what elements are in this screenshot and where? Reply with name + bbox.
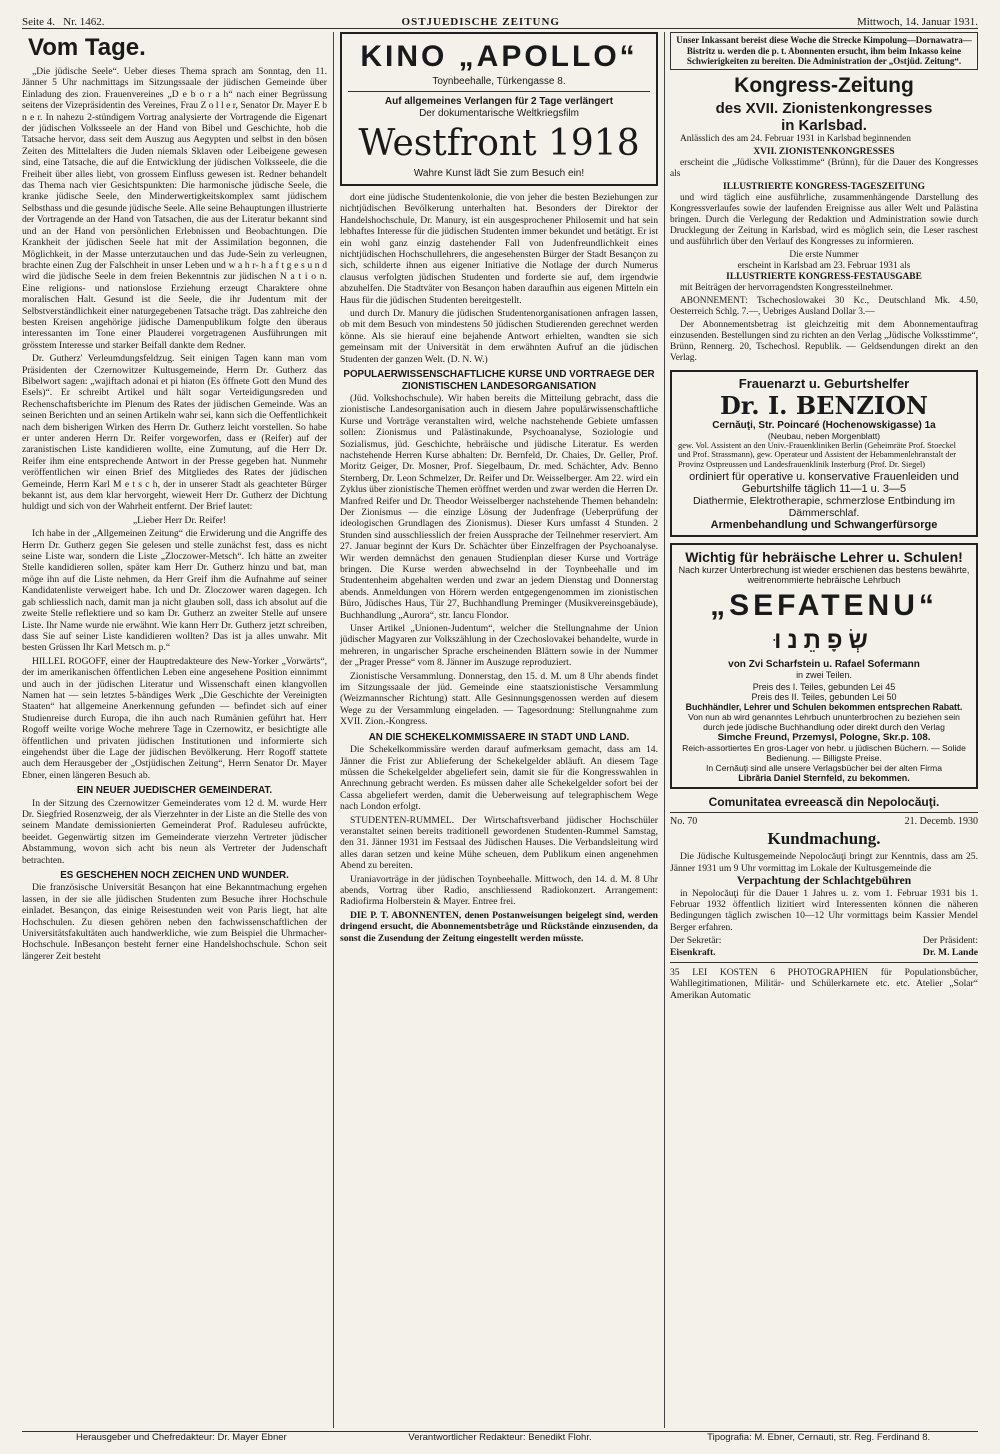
- secretary-name: Eisenkraft.: [670, 946, 716, 958]
- sefatenu-stock: Reich-assortiertes En gros-Lager von hebr. u jüdischen Büchern. — Solide Bedienung. — Billigste Preise.: [682, 743, 966, 764]
- doctor-care: Armenbehandlung und Schwangerfürsorge: [710, 519, 938, 532]
- cinema-ad: [340, 32, 658, 186]
- kongress-ad: [670, 74, 978, 134]
- sefatenu-parts: in zwei Teilen.: [796, 670, 852, 681]
- sefatenu-discount: Buchhändler, Lehrer und Schulen bekommen entsprechen Rabatt.: [685, 702, 963, 713]
- article-body: [22, 66, 327, 962]
- article-paragraph: HILLEL ROGOFF, einer der Hauptredakteure des New-Yorker „Vorwärts“, der im amerikanischen öffentlichen Leben eine angesehene Position einnimmt und auch in der jüdischen Literatur und Wissenschaft einen klangvollen Namen hat — sein letztes 5-bändiges Werk „Die Geschichte der Vereinigten Staaten“ hat allgemeine Anerkennung gefunden — befindet sich auf einer Studienreise durch Europa, die ihn auch nach Rumänien geführt hat. Herr Rogoff weilte vorige Woche mehrere Tage in Czernowitz, er besichtigte alle öffentlichen und privaten jüdischen Institutionen und informierte sich eingehendst über die Lage der jüdischen Bevölkerung. Herr Rogoff stattete auch dem Herausgeber der „Ostjüdischen Zeitung“, Herrn Senator Dr. Mayer Ebner, einen längeren Besuch ab.: [22, 655, 327, 781]
- president-name: Dr. M. Lande: [922, 946, 978, 958]
- notice-number: No. 70: [670, 816, 698, 828]
- page-footer: [22, 1431, 978, 1446]
- article-paragraph: „Lieber Herr Dr. Reifer!: [132, 514, 227, 526]
- page-number: Seite 4. Nr. 1462.: [22, 16, 105, 28]
- signatures: [670, 935, 978, 946]
- kongress-text: ABONNEMENT: Tschechoslowakei 30 Kc., Deutschland Mk. 4.50, Oesterreich Schlg. 7.—, Uebriges Ausland Dollar 3.—: [670, 295, 978, 317]
- cinema-location: Toynbeehalle, Türkengasse 8.: [432, 76, 566, 87]
- kongress-text: Der Abonnementsbetrag ist gleichzeitig mit dem Abonnementauftrag einzusenden. Bestellungen sind zu richten an den Verlag „Jüdische Volksstimme“, Brünn, Rennerg. 20, Tschechosl. Republik. — Geldsendungen direkt an den Verlag.: [670, 319, 978, 363]
- notice-text: Die Jüdische Kultusgemeinde Nepolocăuţi bringt zur Kenntnis, dass am 25. Jänner 1931 um 9 Uhr vormittag im Lokale der Kultusgemeinde die: [670, 851, 978, 874]
- sefatenu-local: In Cernăuţi sind alle unsere Verlagsbücher bei der alten Firma: [706, 763, 942, 774]
- sefatenu-hebrew: שְׂפָתֵנוּ: [774, 627, 874, 655]
- section-heading: Vom Tage.: [28, 34, 146, 61]
- cinema-tagline: Wahre Kunst lädt Sie zum Besuch ein!: [413, 168, 585, 179]
- doctor-services: Diathermie, Elektrotherapie, schmerzlose Entbindung im Dämmerschlaf.: [692, 495, 956, 520]
- column-2: [340, 32, 658, 1412]
- sefatenu-publisher: Simche Freund, Przemysl, Pologne, Skr.p. 108.: [717, 732, 931, 744]
- sefatenu-price: Preis des II. Teiles, gebunden Lei 50: [751, 692, 897, 703]
- newspaper-title: OSTJUEDISCHE ZEITUNG: [401, 16, 560, 28]
- kongress-location: in Karlsbad.: [781, 116, 867, 134]
- article-paragraph: Die französische Universität Besançon hat eine Bekanntmachung ergehen lassen, in der sie alle jüdischen Studenten zum Besuche ihrer Hochschule einladet. Besançon, das einige Reisestunden weit von Paris liegt, hat alte Hochschulen. Zu diesen gehören neben den fachwissenschaftlichen der Universitätsfakultäten auch handwerkliche, wie zum Beispiel die Uhrmacher-Hochschule. InBesançon besteht ferner eine Handelshochschule. Schon seit längerer Zeit besteht: [22, 882, 327, 962]
- photo-ad: 35 LEI KOSTEN 6 PHOTOGRAPHIEN für Populationsbücher, Wahllegitimationen, Militär- und Schülerkarnete etc. etc. Atelier „Solar“ Amerikan Automatic: [670, 966, 978, 1001]
- publisher-credit: Herausgeber und Chefredakteur: Dr. Mayer Ebner: [75, 1432, 287, 1443]
- notice-body: [670, 851, 978, 1001]
- article-paragraph: Die Schekelkommissäre werden darauf aufmerksam gemacht, dass am 14. Jänner die Frist zur Ablieferung der Schekelgelder abläuft. An diesem Tage müssen die Schekelgelder abgeliefert sein, damit sie für die Kongresswahlen in Anrechnung gebracht werden. Es müssen daher alle Schekelgelder sofort bei der Cassa abgeliefert werden, damit die Ueberweisung auf telegraphischem Wege nach London erfolgt.: [340, 744, 658, 813]
- doctor-address-note: (Neubau, neben Morgenblatt): [767, 430, 881, 441]
- kongress-text: und wird täglich eine ausführliche, zusammenhängende Darstellung des Kongressverlaufes sowie der laufenden Ereignisse aus aller Welt und Palästina bringen. Durch die Verlegung der Redaktion und Administration sowie durch Drucklegung der Zeitung in Karlsbad, wird es möglich sein, die Leser raschest und ausführlich über den Verlauf des Kongresses zu informieren.: [670, 192, 978, 247]
- divider: [670, 962, 978, 963]
- article-paragraph: STUDENTEN-RUMMEL. Der Wirtschaftsverband jüdischer Hochschüler veranstaltet seinen bereits traditionell gewordenen Studenten-Rummel Samstag, den 31. Jänner 1931 im Festsaal des Jüdischen Hauses. Die Verbandsleitung wird alles daran setzen und keine Mühe scheuen, dem Publikum einen angenehmen Abend zu bereiten.: [340, 814, 658, 872]
- sefatenu-header: Wichtig für hebräische Lehrer u. Schulen!: [685, 549, 963, 566]
- subscriber-notice: DIE P. T. ABONNENTEN, denen Postanweisungen beigelegt sind, werden dringend ersucht, die Abonnementsbeträge und Rückstände einzusenden, da sonst die Zusendung der Zeitung eingestellt werden müsste.: [340, 909, 658, 944]
- kongress-text: XVII. ZIONISTENKONGRESSES: [753, 146, 895, 157]
- doctor-ad: [670, 370, 978, 538]
- kongress-text: ILLUSTRIERTE KONGRESS-FESTAUSGABE: [726, 271, 922, 282]
- signature-names: [670, 947, 978, 958]
- article-heading: AN DIE SCHEKELKOMMISSAERE IN STADT UND LAND.: [368, 731, 630, 743]
- article-heading: POPULAERWISSENSCHAFTLICHE KURSE UND VORTRAEGE DER ZIONISTISCHEN LANDESORGANISATION: [343, 369, 655, 392]
- kongress-text: erscheint in Karlsbad am 23. Februar 1931 als: [737, 260, 911, 271]
- article-paragraph: „Die jüdische Seele“. Ueber dieses Thema sprach am Sonntag, den 11. Jänner 5 Uhr nachmittags im Sitzungssaale der jüdischen Gemeinde über Einladung des zion. Frauenvereines „D e b o r a h“ nach einer Begrüssung seitens der Vizepräsidentin des Vereines, Frau Z o l l e r, Senator Dr. Mayer E b n e r. In nahezu 2-stündigem Vortrag analysierte der Vortragende die Eigenart der jüdischen Volksseele an der Hand von Bibel und Geschichte, hob die Tatsache hervor, dass seit dem Auszug aus Aegypten und selbst in den bösen Zeiten des Mittelalters die Juden niemals Sklaven oder Leibeigene gewesen sind, eine Tatsache, die auf die Entwicklung der jüdischen Volksseele, die die Freiheit über alles liebt, von grossem Einfluss gewesen ist. Redner behandelt das Thema nach vier Gesichtspunkten: Die harmonische jüdische Seele, die kranke jüdische Seele, den Minderwertigkeitskomplex samt jüdischem Selbsthass und die gesunde jüdische Seele. Alle seine Behauptungen illustrierte der Vortragende an der Hand von Tatsachen, die aus der Literatur bekannt sind und an der Hand von persönlichen Erlebnissen und Beobachtungen. Die Krankheit der jüdischen Seele hat mit der Assimilation begonnen, die Möglichkeit, in der Masse unterzutauchen und das Jude-Sein zu verleugnen, brachte einen Zug der Falschheit in unser Leben und w a h r- h a f t g e s u n d wird die jüdische Seele in dem freien Bekenntnis zur jüdischen N a t i o n. Eine religions- und nationslose Erziehung erzeugt Charaktere ohne moralischen Halt. Gesund ist die Seele, die ihr Judentum mit der Selbstverständlichkeit einer naturgegebenen Tatsache trägt. Das zahlreiche den besten Kreisen angehörige jüdische Damenpublikum folgte den überaus interessanten im Tone einer Plauderei vorgetragenen Ausführungen mit grösstem Interesse und starker Beifall dankte dem Redner.: [22, 66, 327, 351]
- kongress-title: Kongress-Zeitung: [734, 73, 914, 97]
- sefatenu-price: Preis des I. Teiles, gebunden Lei 45: [752, 682, 896, 693]
- page-header: [22, 8, 978, 29]
- sefatenu-ad: [670, 543, 978, 789]
- printer-credit: Tipografia: M. Ebner, Cernauti, str. Reg. Ferdinand 8.: [707, 1432, 931, 1443]
- doctor-credentials: gew. Vol. Assistent an den Univ.-Frauenkliniken Berlin (Geheimräte Prof. Stoeckel und Prof. Strassmann), gew. Operateur und Assistent der Hebammenlehranstalt der Provinz Ostpreussen und Landesfrauenklinik Insterburg (Prof. Dr. Siegel): [678, 440, 957, 469]
- cinema-extension: Auf allgemeines Verlangen für 2 Tage verlängert: [384, 96, 614, 107]
- article-paragraph: In der Sitzung des Czernowitzer Gemeinderates vom 12 d. M. wurde Herr Dr. Siegfried Rosenzweig, der als Vierzehnter in der Liste an die Stelle des von seinem Mandate demissionierten Gemeinderat Prof. Raduleseu aufrückte, beeidet. Gegenwärtig sitzen im Gemeinderate vierzehn Vertreter jüdischer Abstammung, wovon sich acht bis neun als Vertreter der Judenschaft betrachten.: [22, 797, 327, 866]
- column-3: [670, 32, 978, 1412]
- article-heading: EIN NEUER JUEDISCHER GEMEINDERAT.: [76, 785, 273, 797]
- notice-subject: Verpachtung der Schlachtgebühren: [736, 875, 912, 888]
- doctor-address: Cernăuţi, Str. Poincaré (Hochenowskigasse) 1a: [712, 419, 936, 431]
- kongress-text: Die erste Nummer: [789, 249, 859, 260]
- doctor-hours: ordiniert für operative u. konservative Frauenleiden und Geburtshilfe täglich 11—1 u. 3—5: [689, 471, 959, 496]
- kongress-text: mit Beiträgen der hervorragendsten Kongressteilnehmer.: [680, 282, 893, 293]
- article-paragraph: Ich habe in der „Allgemeinen Zeitung“ die Erwiderung und die Angriffe des Herrn Dr. Gutherz gegen Sie gelesen und stelle zunächst fest, dass es nicht seine Liste war, sondern die Liste „Zloczower-Metsch“. Ich hätte an zweiter Stelle kandidieren sollen, später kam Herr Dr. Gutherz hinzu und bat, man möge ihn auf die Liste nehmen, da Herr Greif ihm die Aufnahme auf seiner Kandidatenliste verweigert habe. Ich und Dr. Zloczower waren dagegen. Ich gab schliesslich nach, damit man ja nicht glauben soll, dass ich absolut auf die zweite Stelle reflektiere und so kam Dr. Gutherz an zweiter Stelle auf unsere Liste. Ihr Name wurde nie erwähnt. Wie kann Herr Dr. Gutherz jetzt schreiben, dass Sie auf seiner Liste kandidieren wollten? Das ist ja alles unwahr. Mit besten Grüssen Ihr Karl Metsch m. p.“: [22, 528, 327, 654]
- newspaper-page: [22, 8, 978, 1446]
- film-title: Westfront 1918: [358, 123, 640, 164]
- cinema-title: KINO „APOLLO“: [360, 40, 638, 73]
- article-paragraph: Uraniavorträge in der jüdischen Toynbeehalle. Mittwoch, den 14. d. M. 8 Uhr abends, Vortrag über Radio, anschliessend Radiokonzert. Arrangement: Radiofirma Holberstein & Mayer. Entree frei.: [340, 873, 658, 908]
- doctor-name: Dr. I. BENZION: [719, 390, 928, 420]
- sefatenu-authors: von Zvi Scharfstein u. Rafael Sofermann: [728, 659, 920, 671]
- secretary-label: Der Sekretär:: [670, 935, 722, 947]
- community-heading: Comunitatea evreească din Nepolocăuţi.: [670, 795, 978, 813]
- article-paragraph: und durch Dr. Manury die jüdischen Studentenorganisationen anfragen lassen, ob mit dem Besuch von mindestens 50 jüdischen Studierenden gerechnet werden könne. Als sie hierauf eine bejahende Antwort erhielten, wandten sie sich gemeinsam mit der Universität in dem erwähnten Aufruf an die jüdischen Studenten der ganzen Welt. (D. N. W.): [340, 308, 658, 365]
- kongress-body: [670, 134, 978, 364]
- divider: [348, 91, 650, 92]
- kongress-text: Anlässlich des am 24. Februar 1931 in Karlsbad beginnenden: [680, 133, 911, 144]
- kongress-text: ILLUSTRIERTE KONGRESS-TAGESZEITUNG: [723, 181, 925, 192]
- editor-credit: Verantwortlicher Redakteur: Benedikt Flohr.: [408, 1432, 592, 1443]
- column-1: [22, 32, 327, 1412]
- article-paragraph: Dr. Gutherz' Verleumdungsfeldzug. Seit einigen Tagen kann man vom Präsidenten der Czernowitzer Kultusgemeinde, Herrn Dr. Gutherz das Bibelwort sagen: „wajiftach adonai et pi hiaton (Es öffnete Gott den Mund des Esels)“. Er schreibt Artikel und hält sogar Verteidigungsreden und Rechenschaftsberichte im Plenum des Rates der jüdischen Gemeinde. Was an seinen Berichten und an seinen Artikeln wahr sei, kann sich die Oeffentlichkeit nach dem bisherigen Wirken des Herrn Dr. Gutherz leicht vorstellen. So habe er unter anderen Herrn Dr. Reifer vorgeworfen, dass er (Reifer) auf der zaranistischen Liste kandidieren wollte, eine Zumutung, auf die Herr Dr. Reifer ihm eine entsprechende Antwort in der Presse gegeben hat. Nunmehr veröffentlichen wir einen Brief des Mitgliedes des Rates der jüdischen Gemeinde, Herrn Karl M e t s c h, der in unserer Stadt als geachteter Bürger bekannt ist, aus dem klar hervorgeht, wieweit Herr Dr. Gutherz der Dichtung huldigt und sich von der Wahrheit entfernt. Der Brief lautet:: [22, 353, 327, 513]
- article-heading: ES GESCHEHEN NOCH ZEICHEN UND WUNDER.: [60, 870, 289, 882]
- article-paragraph: dort eine jüdische Studentenkolonie, die von jeher die besten Beziehungen zur nichtjüdischen Bevölkerung unterhalten hat. Besonders der Direktor der Handelshochschule, Dr. Manury, ist ein ausgesprochener Philosemit und hat sein lebhaftes Interesse für die jüdischen Studenten immer bekundet und betätigt. Er ist ein wohl ganz einzig dastehender Fall von Judenfreundlichkeit eines nichtjüdischen Hochschullehrers, die angesehensten Bürger der Stadt Besançon zu sich, schilderte ihnen aus eigener Initiative die Notlage der durch Numerus clausus verfolgten jüdischen Studenten und forderte sie auf, dem irgendwie abzuhelfen. Die Stadtväter von Besançon haben daraufhin aus eigenen Mitteln ein Haus für die jüdischen Studenten bereitgestellt.: [340, 192, 658, 306]
- notice-title: Kundmachung.: [767, 829, 881, 849]
- kongress-sub: des XVII. Zionistenkongresses: [715, 99, 933, 117]
- article-body: [340, 192, 658, 944]
- issue-date: Mittwoch, 14. Januar 1931.: [857, 16, 978, 28]
- article-paragraph: Zionistische Versammlung. Donnerstag, den 15. d. M. um 8 Uhr abends findet im Sitzungssaale der jüd. Gemeinde eine staatszionistische Versammlung (Weizmannscher Richtung) statt. Alle Gesinnungsgenossen werden auf diesem Wege zu der Versammlung eingeladen. — Tagesordnung: Stellungnahme zum XVII. Zion.-Kongress.: [340, 670, 658, 728]
- notice-meta: [670, 816, 978, 827]
- cinema-doc: Der dokumentarische Weltkriegsfilm: [419, 108, 579, 119]
- article-paragraph: (Jüd. Volkshochschule). Wir haben bereits die Mitteilung gebracht, dass die zionistische Landesorganisation auch in diesem Jahre populärwissenschaftliche Kurse und Vorträge veranstalten wird, welche nachstehende Gebiete umfassen sollen: Zionismus und Palästinakunde, Psychoanalyse, Soziologie und Sozialismus, jüd. Geschichte, hebräische und jüdische Literatur. Es werden nachstehende Herren Kurse abhalten: Dr. Bernfeld, Dr. Chaies, Dr. Geller, Prof. Moritz Geiger, Dr. Mosner, Prof. Siegelbaum, Dr. med. Schächter, Adv. Benno Sternberg, Dr. Leon Schmelzer, Dr. Reifer und Dr. Weisselberger. Am 22. wird ein Zyklus über zionistische Themen eröffnet werden und zwar werden die Herren Dr. Manfred Reifer und Dr. Theodor Weisselberger nachstehende Themen behandeln: Der Zionismus — die einzige Lösung der Judenfrage (Ueberprüfung der ideologischen Grundlagen des Zionismus). Dieser Kurs umfasst 4 Stunden. 2 Stunden sind ausschliesslich der freien Aussprache der Teilnehmer reserviert. Am 27. Januar beginnt der Kurs Dr. Schächter über Einzelfragen der Psychoanalyse. Wir werden demnächst den genauen Studienplan dieser Kurse und Vorträge bringen. Die Kurse werden abwechselnd in der Toynbeehalle und im Studentenheim abgehalten werden und zwar an jedem Dienstag und Donnerstag abends. Anmeldungen von Hörern werden entgegengenommen im zionistischen Büro, Jüdisches Haus, Tür 27, Buchhandlung Preminger (Musikvereinsgebäude), Buchhandlung „Aurora“, str. Iancu Flondor.: [340, 392, 658, 621]
- notice-date: 21. Decemb. 1930: [904, 816, 978, 828]
- sefatenu-distribution: Von nun ab wird genanntes Lehrbuch ununterbrochen zu beziehen sein durch jede jüdische Buchhandlung oder direkt durch den Verlag: [688, 712, 960, 733]
- sefatenu-title: „SEFATENU“: [710, 589, 938, 623]
- doctor-role: Frauenarzt u. Geburtshelfer: [738, 375, 910, 391]
- president-label: Der Präsident:: [922, 935, 978, 947]
- collector-notice: Unser Inkassant bereist diese Woche die Strecke Kimpolung—Dornawatra—Bistritz u. werden die p. t. Abonnenten ersucht, ihm beim Inkasso keine Schwierigkeiten zu bereiten. Die Administration der „Ostjüd. Zeitung“.: [670, 32, 978, 70]
- sefatenu-intro: Nach kurzer Unterbrechung ist wieder erschienen das bestens bewährte, weitrenommierte hebräische Lehrbuch: [678, 565, 970, 586]
- notice-text: in Nepolocăuţi für die Dauer 1 Jahres u. z. vom 1. Februar 1931 bis 1. Februar 1932 öffentlich lizitiert wird Interessenten können die näheren Bedingungen täglich zwischen 10—12 Uhr vormittags beim Kassier Mendel Berger erfahren.: [670, 887, 978, 933]
- sefatenu-bookshop: Librăria Daniel Sternfeld, zu bekommen.: [738, 773, 910, 784]
- kongress-text: erscheint die „Jüdische Volksstimme“ (Brünn), für die Dauer des Kongresses als: [670, 157, 978, 179]
- article-paragraph: Unser Artikel „Unionen-Judentum“, welcher die Stellungnahme der Union jüdischer Magyaren zur Volkszählung in der Czechoslovakei behandelte, wurde in mehreren, in ungarischer Sprache erscheinenden Blättern sowie in der Nummer der „Prager Presse“ vom 8. Jänner im Auszuge reproduziert.: [340, 623, 658, 669]
